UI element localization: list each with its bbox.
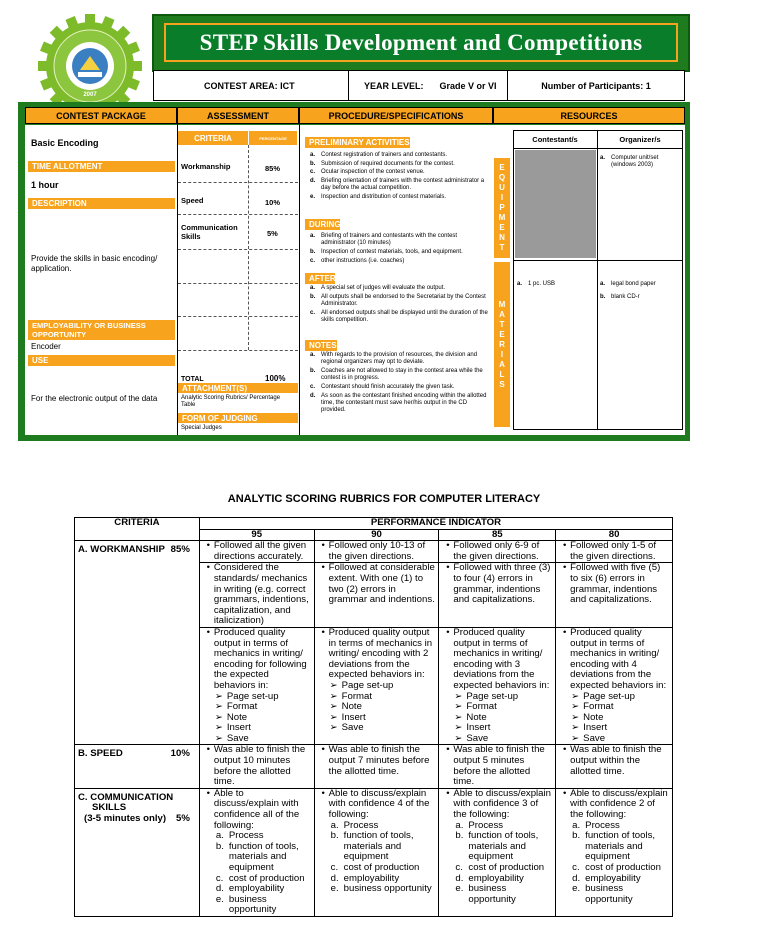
criteria-cell-communication: C. COMMUNICATION SKILLS (3-5 minutes only) 5% (75, 788, 200, 916)
contestant-equipment-empty (515, 150, 596, 258)
criteria-cell-speed: B. SPEED 10% (75, 745, 200, 788)
during-label: DURING (305, 219, 340, 230)
materials-vertical-label: M A T E R I A L S (494, 262, 510, 427)
contestant-materials: a. 1 pc. USB (517, 281, 556, 287)
criteria-speed: Speed (181, 196, 204, 205)
package-name: Basic Encoding (31, 138, 99, 148)
preliminary-label: PRELIMINARY ACTIVITIES (305, 137, 410, 148)
header-contest-package: CONTEST PACKAGE (25, 107, 177, 124)
use-value: For the electronic output of the data (31, 394, 158, 403)
during-list: a. Briefing of trainers and contestants with the contest administrator (10 minutes) b. Inspection of contest materials, tools, and equipment. c. other instructions (i.e. coaches) (310, 233, 463, 264)
header-resources: RESOURCES (493, 107, 685, 124)
table-row: • Produced quality output in terms of mechanics in writing/ encoding for following the expected behaviors in: ➢ Page set-up ➢ Format ➢ Note ➢ Insert ➢ Save • Produced quality output in terms of mechanics in writing/ encoding with 2 deviations from the expected behaviors in: ➢ Page set-up ➢ Format ➢ Note ➢ Insert ➢ Save • Produced quality output in terms of mechanics in writing/ encoding with 3 deviations from the expected behaviors in: ➢ Page set-up ➢ Format ➢ Note ➢ Insert ➢ Save • Produced quality output in terms of mechanics in writing/ encoding with 4 deviations from the expected behaviors in: ➢ Page set-up ➢ Format ➢ Note ➢ Insert ➢ Save (75, 627, 673, 745)
attachments-label: ATTACHMENT(S) (178, 383, 298, 393)
organizer-materials: a. legal bond paper b. blank CD-r (600, 281, 656, 301)
total-value: 100% (265, 374, 286, 383)
score-header: 95 (199, 529, 314, 541)
rubric-criteria-header: CRITERIA (75, 518, 200, 541)
use-label: USE (28, 355, 175, 366)
table-row: B. SPEED 10% • Was able to finish the output 10 minutes before the allotted time. • Was able to finish the output 7 minutes before the allotted time. • Was able to finish the output 5 minutes before the allotted time. • Was able to finish the output within the allotted time. (75, 745, 673, 788)
total-label: TOTAL (181, 376, 204, 383)
header-procedure: PROCEDURE/SPECIFICATIONS (299, 107, 493, 124)
organizer-header: Organizer/s (619, 135, 661, 144)
employability-label: EMPLOYABILITY OR BUSINESS OPPORTUNITY (28, 320, 175, 340)
organizer-equipment: a. Computer unit/set (windows 2003) (600, 155, 659, 169)
contestant-header: Contestant/s (532, 135, 578, 144)
criteria-cell-workmanship: A. WORKMANSHIP 85% (75, 541, 200, 745)
rubric-title: ANALYTIC SCORING RUBRICS FOR COMPUTER LITERACY (227, 493, 541, 505)
notes-list: a. With regards to the provision of resources, the division and regional organizers may opt to deviate. b. Coaches are not allowed to stay in the contest area while the contest is in progress. c. Contestant should finish accurately the given task. d. As soon as the contestant finished encoding within the allotted time, the contestant must save her/his output in the CD provided. (310, 352, 487, 413)
form-of-judging-label: FORM OF JUDGING (178, 413, 298, 423)
table-row (75, 518, 673, 530)
score-header: 90 (314, 529, 439, 541)
employability-value: Encoder (31, 342, 61, 351)
table-row: A. WORKMANSHIP 85% • Followed all the given directions accurately. • Followed only 10-13 of the given directions. • Followed only 6-9 of the given directions. • Followed only 1-5 of the given directions. (75, 541, 673, 563)
pct-workmanship: 85% (265, 164, 281, 173)
criteria-label: CRITERIA (178, 131, 248, 145)
equipment-vertical-label: E Q U I P M E N T (494, 158, 510, 258)
criteria-communication: Communication Skills (181, 223, 238, 241)
year-level: YEAR LEVEL: Grade V or VI (349, 71, 508, 100)
after-label: AFTER (305, 273, 335, 284)
notes-label: NOTES (305, 340, 337, 351)
table-row: • Considered the standards/ mechanics in writing (e.g. correct grammars, indentions, capitalization, and italicization) • Followed at considerable extent. With one (1) to two (2) errors in grammar and indentions. • Followed with three (3) to four (4) errors in grammar, indentions and capitalizations. • Followed with five (5) to six (6) errors in grammar, indentions and capitalizations. (75, 563, 673, 628)
percentage-label: PERCENTAGE (249, 131, 297, 145)
table-row: C. COMMUNICATION SKILLS (3-5 minutes only) 5% • Able to discuss/explain with confidence all of the following: a. Process b. function of tools, materials and equipment c. cost of production d. employability e. business opportunity • Able to discuss/explain with confidence 4 of the following: a. Process b. function of tools, materials and equipment c. cost of production d. employability e. business opportunity • Able to discuss/explain with confidence 3 of the following: a. Process b. function of tools, materials and equipment c. cost of production d. employability e. business opportunity • Able to discuss/explain with confidence 2 of the following: a. Process b. function of tools, materials and equipment c. cost of production d. employability e. business opportunity (75, 788, 673, 916)
rubric-table (74, 517, 673, 917)
header-assessment: ASSESSMENT (177, 107, 299, 124)
form-of-judging-value: Special Judges (181, 425, 222, 431)
title-banner (152, 14, 690, 72)
time-allotment-value: 1 hour (31, 180, 59, 190)
attachments-value: Analytic Scoring Rubrics/ Percentage Table (181, 395, 281, 409)
time-allotment-label: TIME ALLOTMENT (28, 161, 175, 172)
pct-speed: 10% (265, 198, 281, 207)
contest-info-row (153, 70, 685, 101)
description-value: Provide the skills in basic encoding/ application. (31, 254, 158, 273)
participants: Number of Participants: 1 (541, 80, 651, 91)
criteria-workmanship: Workmanship (181, 162, 231, 171)
score-header: 85 (439, 529, 556, 541)
rubric-performance-header: PERFORMANCE INDICATOR (199, 518, 672, 530)
contest-area: CONTEST AREA: ICT (154, 71, 349, 100)
preliminary-list: a. Contest registration of trainers and contestants. b. Submission of required documents for the contest. c. Ocular inspection of the contest venue. d. Briefing orientation of trainers with the contest administrator a day before the actual competition. e. Inspection and distribution of contest materials. (310, 152, 485, 201)
description-label: DESCRIPTION (28, 198, 175, 209)
page-title: STEP Skills Development and Competitions (199, 29, 643, 55)
svg-text:2007: 2007 (83, 92, 97, 98)
pct-communication: 5% (267, 229, 278, 238)
after-list: a. A special set of judges will evaluate the output. b. All outputs shall be endorsed to the Secretariat by the Contest Administrator. c. All endorsed outputs shall be displayed until the duration of the skills competition. (310, 285, 488, 323)
score-header: 80 (556, 529, 673, 541)
